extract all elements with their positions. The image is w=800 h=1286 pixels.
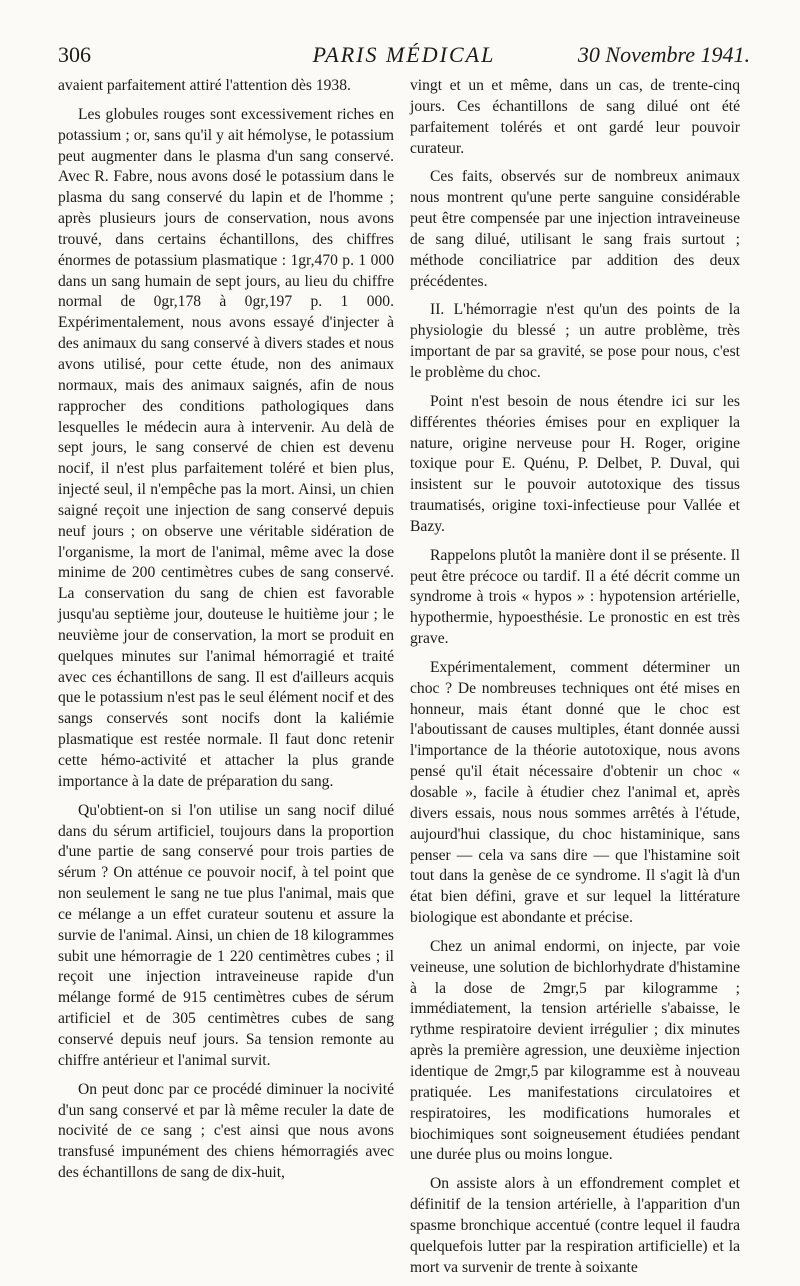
paragraph: On peut donc par ce procédé diminuer la nocivité d'un sang conservé et par là même reculer la date de nocivité de ce sang ; c'est ainsi que nous avons transfusé impunément des chiens hémorragiés avec des échantillons de sang de dix-huit,	[58, 1080, 394, 1182]
issue-date: 30 Novembre 1941.	[577, 42, 750, 67]
journal-title: PARIS MÉDICAL	[312, 42, 496, 67]
paragraph: II. L'hémorragie n'est qu'un des points de la physiologie du blessé ; un autre problème, très important de par sa gravité, se pose pour nous, c'est le problème du choc.	[410, 301, 740, 381]
paragraph: Qu'obtient-on si l'on utilise un sang nocif dilué dans du sérum artificiel, toujours dans la proportion d'une partie de sang conservé pour trois parties de sérum ? On atténue ce pouvoir nocif, à tel point que non seulement le sang ne tue plus l'animal, mais que ce mélange a un effet curateur soutenu et assure la survie de l'animal. Ainsi, un chien de 18 kilogrammes subit une hémorragie de 1 220 centimètres cubes ; il reçoit une injection intraveineuse rapide d'un mélange formé de 915 centimètres cubes de sérum artificiel et de 305 centimètres cubes de sang conservé depuis neuf jours. Sa tension remonte au chiffre antérieur et l'animal survit.	[58, 801, 394, 1069]
paragraph: Chez un animal endormi, on injecte, par voie veineuse, une solution de bichlorhydrate d'histamine à la dose de 2mgr,5 par kilogramme ; immédiatement, la tension artérielle s'abaisse, le rythme respiratoire devient irrégulier ; dix minutes après la première agression, une deuxième injection identique de 2mgr,5 par kilogramme est à nouveau pratiquée. Les manifestations circulatoires et respiratoires, les modifications humorales et biochimiques sont soigneusement étudiées pendant une durée plus ou moins longue.	[410, 937, 740, 1164]
page-header	[58, 42, 750, 70]
paragraph: Ces faits, observés sur de nombreux animaux nous montrent qu'une perte sanguine considérable peut être compensée par une injection intraveineuse de sang dilué, utilisant le sang frais surtout ; méthode conciliatrice par addition des deux précédentes.	[410, 168, 740, 290]
paragraph: On assiste alors à un effondrement complet et définitif de la tension artérielle, à l'apparition d'un spasme bronchique accentué (contre lequel il faudra quelquefois lutter par la respiration artificielle) et la mort va survenir de trente à soixante	[410, 1175, 740, 1276]
paragraph: Rappelons plutôt la manière dont il se présente. Il peut être précoce ou tardif. Il a été décrit comme un syndrome à trois « hypos » : hypotension artérielle, hypothermie, hypoesthésie. Le pronostic en est très grave.	[410, 546, 740, 648]
paragraph: vingt et un et même, dans un cas, de trente-cinq jours. Ces échantillons de sang dilué ont été parfaitement tolérés et ont gardé leur pouvoir curateur.	[410, 77, 740, 157]
paragraph: Expérimentalement, comment déterminer un choc ? De nombreuses techniques ont été mises en honneur, mais étant donné que le choc est l'aboutissant de causes multiples, étant donnée aussi l'importance de la théorie autotoxique, nous avons pensé qu'il était nécessaire d'obtenir un choc « dosable », facile à étudier chez l'animal et, après divers essais, nous nous sommes arrêtés à l'étude, aujourd'hui classique, du choc histaminique, sans penser — cela va sans dire — que l'histamine soit tout dans la genèse de ce syndrome. Il s'agit là d'un état bien défini, grave et sur lequel la littérature biologique est abondante et précise.	[410, 658, 740, 927]
paragraph: Point n'est besoin de nous étendre ici sur les différentes théories émises pour en expliquer la nature, origine nerveuse pour H. Roger, origine toxique pour E. Quénu, P. Delbet, P. Duval, qui insistent sur le pouvoir autotoxique des tissus traumatisés, origine toxi-infectieuse pour Vallée et Bazy.	[410, 392, 740, 535]
paragraph: avaient parfaitement attiré l'attention dès 1938.	[58, 77, 351, 94]
page-number: 306	[58, 42, 91, 67]
left-column	[58, 76, 394, 1192]
right-column	[410, 76, 740, 1286]
paragraph: Les globules rouges sont excessivement riches en potassium ; or, sans qu'il y ait hémolyse, le potassium peut augmenter dans le plasma d'un sang conservé. Avec R. Fabre, nous avons dosé le potassium dans le plasma du sang conservé du lapin et de l'homme ; après plusieurs jours de conservation, nous avons trouvé, dans certains échantillons, des chiffres énormes de potassium plasmatique : 1gr,470 p. 1 000 dans un sang humain de sept jours, au lieu du chiffre normal de 0gr,178 à 0gr,197 p. 1 000. Expérimentalement, nous avons essayé d'injecter à des animaux du sang conservé à divers stades et nous avons utilisé, pour cette étude, non des animaux normaux, mais des animaux saignés, afin de nous rapprocher des conditions pathologiques dans lesquelles le médecin aura à intervenir. Au delà de sept jours, le sang conservé de chien est devenu nocif, il n'est plus parfaitement toléré et bien plus, injecté seul, il n'empêche pas la mort. Ainsi, un chien saigné reçoit une injection de sang conservé depuis neuf jours ; on observe une véritable sidération de l'organisme, la mort de l'animal, même avec la dose minime de 200 centimètres cubes de sang conservé. La conservation du sang de chien est favorable jusqu'au septième jour, douteuse le huitième jour ; le neuvième jour de conservation, la mort se produit en quelques minutes sur l'animal hémorragié et traité avec ces échantillons de sang. Il est d'ailleurs acquis que le potassium n'est pas le seul élément nocif et des sangs conservés sont nocifs dont la kaliémie plasmatique est restée normale. Il faut donc retenir cette hémo-activité et attacher la plus grande importance à la date de préparation du sang.	[58, 105, 394, 790]
